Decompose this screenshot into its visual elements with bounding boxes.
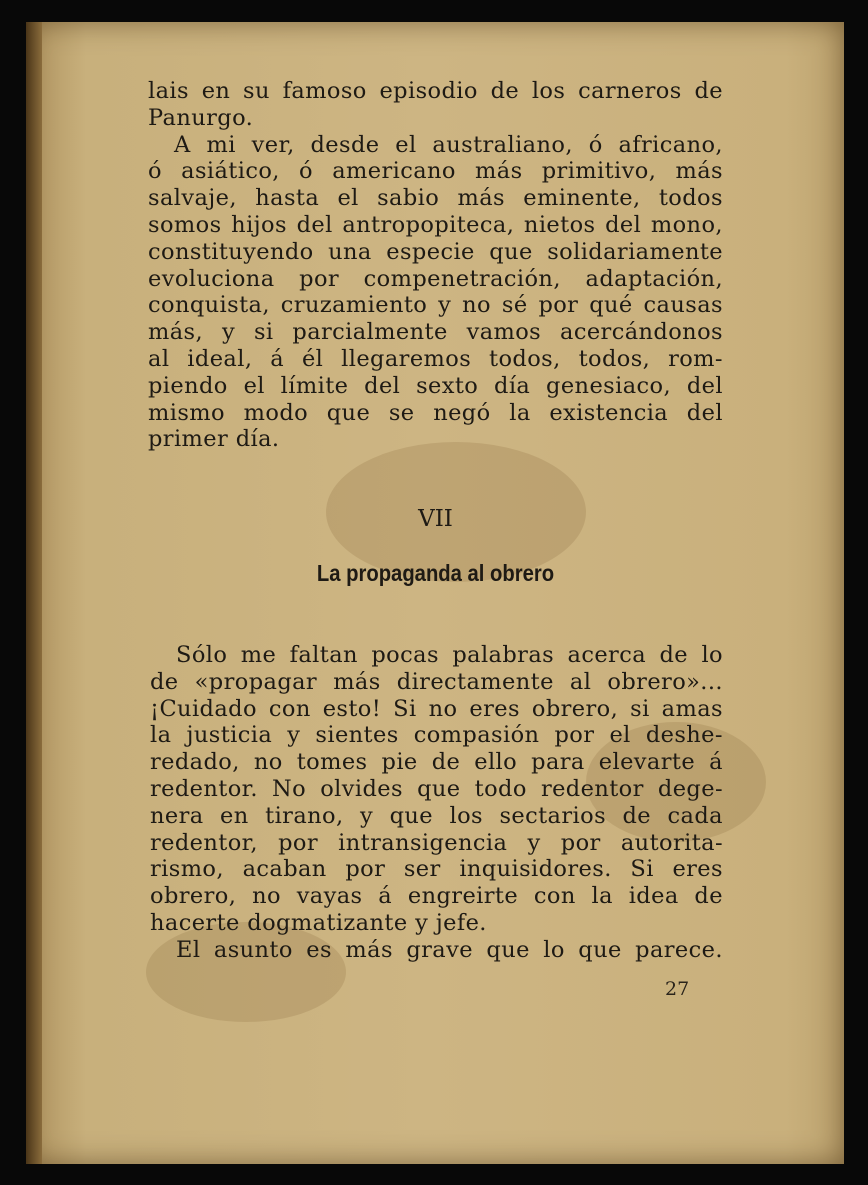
chapter-number: VII: [418, 506, 453, 532]
text-line: conquista, cruzamiento y no sé por qué causas: [148, 292, 723, 319]
text-line: salvaje, hasta el sabio más eminente, todos: [148, 185, 723, 212]
text-line: hacerte dogmatizante y jefe.: [150, 909, 487, 936]
text-line: primer día.: [148, 426, 280, 453]
text-line: obrero, no vayas á engreirte con la idea de: [150, 883, 723, 910]
text-line: redentor. No olvides que todo redentor dege-: [150, 775, 723, 802]
text-line: redentor, por intransigencia y por autorita-: [150, 829, 723, 856]
page-number: 27: [665, 978, 690, 1000]
text-line: de «propagar más directamente al obrero»...: [150, 668, 723, 695]
text-line: El asunto es más grave que lo que parece.: [176, 936, 723, 963]
page-binding: [26, 22, 42, 1164]
text-line: ó asiático, ó americano más primitivo, más: [148, 158, 723, 185]
text-line: redado, no tomes pie de ello para elevarte á: [150, 749, 723, 776]
text-line: ¡Cuidado con esto! Si no eres obrero, si amas: [150, 695, 723, 722]
text-line: somos hijos del antropopiteca, nietos del mono,: [148, 211, 723, 238]
text-line: Panurgo.: [148, 104, 254, 131]
text-line: constituyendo una especie que solidariamente: [148, 238, 723, 265]
text-line: evoluciona por compenetración, adaptación,: [148, 265, 723, 292]
text-line: piendo el límite del sexto día genesiaco, del: [148, 372, 723, 399]
text-line: A mi ver, desde el australiano, ó africano,: [174, 131, 723, 158]
chapter-title: La propaganda al obrero: [316, 560, 555, 586]
text-section-2: [150, 642, 723, 964]
text-line: lais en su famoso episodio de los carneros de: [148, 78, 723, 104]
text-line: la justicia y sientes compasión por el deshe-: [150, 722, 723, 749]
text-line: mismo modo que se negó la existencia del: [148, 399, 723, 426]
text-line: al ideal, á él llegaremos todos, todos, rom-: [148, 345, 723, 372]
text-section-1: [148, 78, 723, 453]
text-line: Sólo me faltan pocas palabras acerca de lo: [176, 642, 723, 668]
text-line: nera en tirano, y que los sectarios de cada: [150, 802, 723, 829]
text-line: rismo, acaban por ser inquisidores. Si eres: [150, 856, 723, 883]
text-line: más, y si parcialmente vamos acercándonos: [148, 319, 723, 346]
